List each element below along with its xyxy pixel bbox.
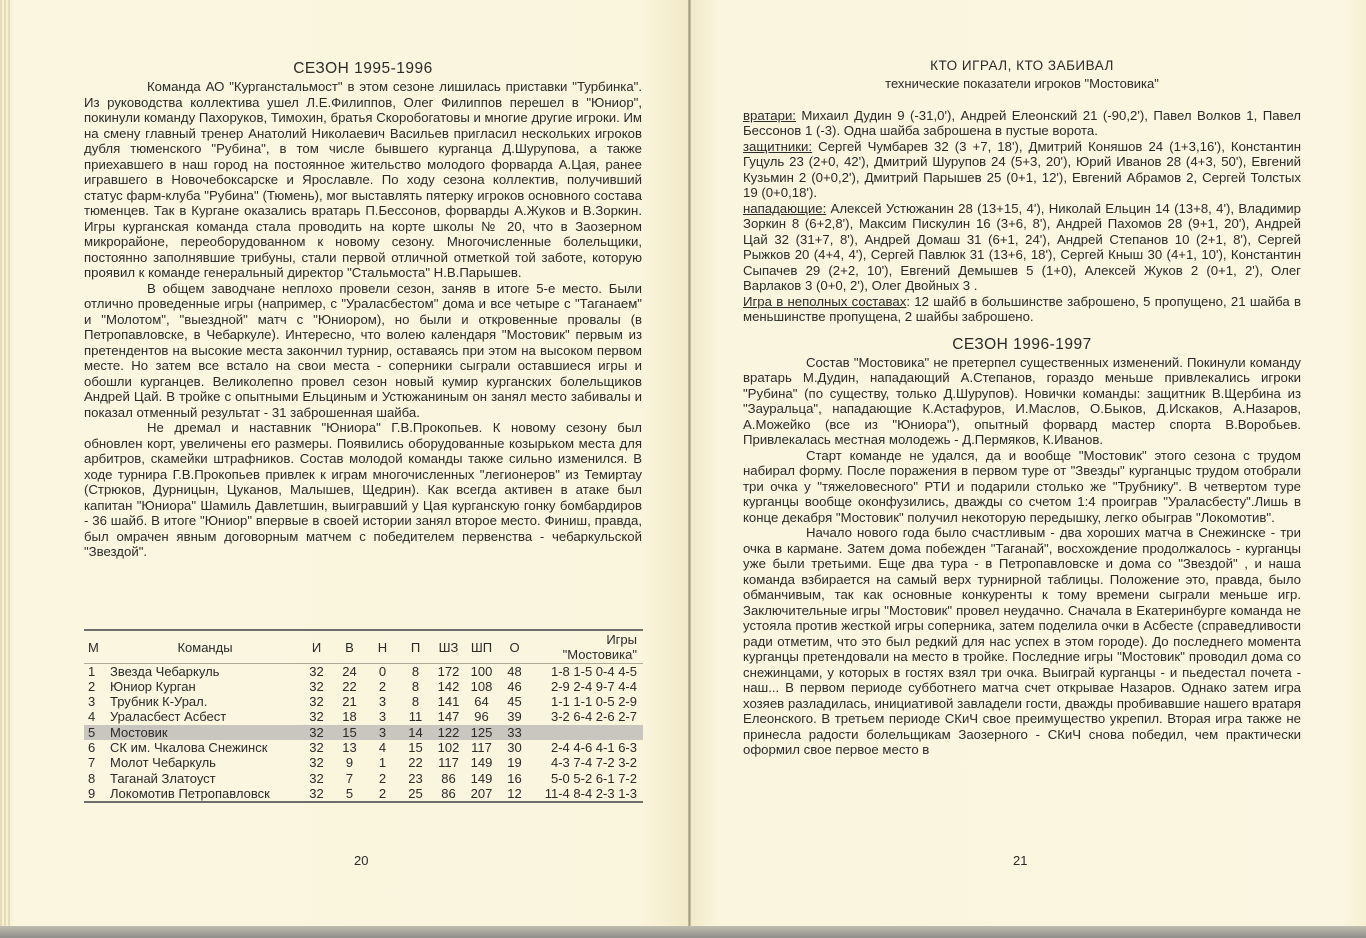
paragraph: Не дремал и наставник "Юниора" Г.В.Прокопьев. К новому сезону был обновлен корт, увеличены его размеры. Появились оборудованные козырьком места для арбитров, скамейки штрафников. Состав молодой команды также сильно изменился. В ходе турнира Г.В.Прокопьев привлек к играм многочисленных "легионеров" из Темиртау (Стрюков, Дурницын, Цуканов, Малышев, Щедрин). Как всегда активен в атаке был капитан "Юниора" Шамиль Давлетшин, выигравший у Цая курганскую гонку бомбардиров - 36 шайб. В итоге "Юниор" впервые в своей истории занял второе место. Финиш, правда, был омрачен явным договорным матчем с победителем первенства - чебаркульской "Звездой". (84, 420, 642, 559)
cell-p: 8 (411, 663, 420, 679)
cell-games: 11-4 8-4 2-3 1-3 (544, 785, 637, 801)
cell-n: 4 (378, 740, 387, 756)
cell-m: 9 (88, 785, 96, 801)
header-team: Команды (110, 630, 300, 663)
cell-i: 32 (309, 755, 324, 771)
cell-n: 3 (378, 694, 387, 710)
table-row (84, 740, 643, 755)
cell-shz: 147 (437, 709, 460, 725)
section-title-1995-1996: СЕЗОН 1995-1996 (293, 60, 433, 77)
cell-team: СК им. Чкалова Снежинск (110, 740, 268, 756)
cell-o: 39 (507, 709, 522, 725)
cell-shz: 86 (441, 785, 456, 801)
cell-v: 21 (342, 694, 357, 710)
cell-m: 4 (88, 709, 96, 725)
table-row (84, 679, 643, 694)
cell-shz: 102 (437, 740, 460, 756)
cell-games: 5-0 5-2 6-1 7-2 (551, 770, 637, 786)
cell-shp: 96 (474, 709, 489, 725)
cell-team: Юниор Курган (110, 678, 196, 694)
cell-games: 2-9 2-4 9-7 4-4 (551, 678, 637, 694)
table-row (84, 725, 643, 740)
cell-shz: 86 (441, 770, 456, 786)
cell-shz: 172 (437, 663, 460, 679)
cell-games: 1-1 1-1 0-5 2-9 (551, 694, 637, 710)
cell-p: 25 (408, 785, 423, 801)
cell-team: Локомотив Петропавловск (110, 785, 270, 801)
header-losses: П (399, 630, 432, 663)
cell-m: 8 (88, 770, 96, 786)
cell-shp: 100 (470, 663, 493, 679)
cell-team: Ураласбест Асбест (110, 709, 227, 725)
cell-team: Таганай Златоуст (110, 770, 216, 786)
cell-n: 2 (378, 785, 387, 801)
cell-games: 1-8 1-5 0-4 4-5 (551, 663, 637, 679)
cell-v: 5 (345, 785, 354, 801)
cell-n: 3 (366, 725, 399, 740)
cell-i: 32 (309, 785, 324, 801)
header-draws: Н (366, 630, 399, 663)
cell-o: 30 (507, 740, 522, 756)
stats-text: : 12 шайб в большинстве заброшено, 5 пропущено, 21 шайба в меньшинстве пропущена, 2 шайбы заброшено. (743, 293, 1301, 324)
cell-p: 8 (411, 678, 420, 694)
cell-o: 48 (507, 663, 522, 679)
stats-label: защитники: (743, 138, 813, 154)
cell-v: 24 (342, 663, 357, 679)
paragraph: Начало нового года было счастливым - два хороших матча в Снежинске - три очка в кармане. Затем дома побежден "Таганай", восхождение продолжалось - курганцы уже были третьими. Еще два тура - в Петропавловске и дома со "Звездой" , и наша команда взбирается на самый верх турнирной таблицы. Положение это, правда, было обманчивым, так как основные конкуренты к тому времени сыграли меньше игр. Заключительные игры "Мостовик" провел неудачно. Сначала в Екатеринбурге команда не устояла против жесткой игры соперника, затем поделила очки в Асбесте (справедливости ради отметим, что это был редкий для нас успех в этом городе). До последнего момента курганцы претендовали на место в тройке. Последние игры "Мостовик" проводил дома со снежинцами, у которых в гостях взял три очка. Выиграй курганцы - и пьедестал почета - наш... В первом периоде субботнего матча счет открывае Назаров. Однако затем игра хозяев разладилась, инициативой завладели гости, дважды пробивавшие нашего вратаря Елеонского. В третьем периоде СКиЧ свое преимущество укрепил. Вторая игра также не принесла радости болельщикам Заозерного - СКиЧ снова победил, чем практически оформил свое первое место в (743, 525, 1301, 757)
paragraph: Старт команде не удался, да и вообще "Мостовик" этого сезона с трудом набирал форму. После поражения в первом туре от "Звезды" курганцыс трудом отобрали три очка у "тяжеловесного" РТИ и подарили столько же "Трубнику". В четвертом туре курганцы вообще оконфузились, дважды со счетом 1:4 проиграв "Ураласбесту".Лишь в конце декабря "Мостовик" получил некоторую передышку, легко обыграв "Локомотив". (743, 447, 1301, 525)
page-number-right: 21 (1013, 853, 1028, 868)
cell-m: 6 (88, 740, 96, 756)
header-points: О (498, 630, 531, 663)
stats-forwards (743, 201, 1301, 294)
table-row (84, 709, 643, 724)
header-wins: В (333, 630, 366, 663)
cell-shp: 149 (470, 755, 493, 771)
cell-v: 9 (345, 755, 354, 771)
cell-shp: 207 (470, 785, 493, 801)
cell-team: Мостовик (110, 725, 300, 740)
cell-games (531, 725, 643, 740)
header-mostovik-games: Игры "Мостовика" (531, 630, 643, 663)
stats-text: Алексей Устюжанин 28 (13+15, 4'), Николай Ельцин 14 (13+8, 4'), Владимир Зоркин 8 (6+2,8'), Максим Пискулин 16 (3+6, 8'), Андрей Пахомов 28 (9+1, 20'), Андрей Цай 32 (31+7, 8'), Андрей Домаш 31 (6+1, 24'), Андрей Степанов 10 (2+1, 8'), Сергей Рыжков 20 (4+4, 4'), Сергей Павлюк 31 (13+6, 18'), Сергей Кныш 30 (4+1, 10'), Константин Сыпачев 29 (2+2, 10'), Евгений Демышев 5 (1+0), Алексей Жуков 2 (0+1, 2'), Олег Варлаков 3 (0+0, 2'), Олег Двойных 3 . (743, 200, 1301, 293)
cell-i: 32 (300, 725, 333, 740)
cell-team: Трубник К-Урал. (110, 694, 208, 710)
cell-o: 12 (507, 785, 522, 801)
header-place: М (84, 630, 110, 663)
standings-table (84, 629, 643, 803)
cell-n: 2 (378, 678, 387, 694)
cell-i: 32 (309, 678, 324, 694)
cell-p: 11 (408, 709, 423, 725)
cell-o: 16 (507, 770, 522, 786)
right-page (743, 57, 1301, 758)
cell-games: 3-2 6-4 2-6 2-7 (551, 709, 637, 725)
cell-team: Звезда Чебаркуль (110, 663, 220, 679)
cell-o: 19 (507, 755, 522, 771)
stats-text: Михаил Дудин 9 (-31,0'), Андрей Елеонский 21 (-90,2'), Павел Волков 1, Павел Бессонов 1 (-3). Одна шайба заброшена в пустые ворота. (743, 107, 1301, 138)
header-goals-against: ШП (465, 630, 498, 663)
stats-subtitle: технические показатели игроков "Мостовика" (885, 76, 1159, 91)
cell-p: 15 (408, 740, 423, 756)
cell-shp: 108 (470, 678, 493, 694)
page-edges (0, 0, 12, 926)
cell-n: 0 (378, 663, 387, 679)
cell-n: 1 (378, 755, 387, 771)
cell-o: 33 (498, 725, 531, 740)
stats-label: вратари: (743, 107, 796, 123)
stats-defenders (743, 139, 1301, 201)
cell-shz: 122 (432, 725, 465, 740)
page-number-left: 20 (354, 853, 369, 868)
cell-team: Молот Чебаркуль (110, 755, 216, 771)
table-row (84, 786, 643, 802)
cell-m: 2 (88, 678, 96, 694)
table-row (84, 694, 643, 709)
cell-shz: 117 (438, 755, 459, 771)
paragraph: Команда АО "Курганстальмост" в этом сезоне лишилась приставки "Турбинка". Из руководства коллектива ушел Л.Е.Филиппов, Олег Филиппов перешел в "Юниор", покинули команду Пахоруков, Тимохин, братья Скоробогатовы и многие другие игроки. Им на смену главный тренер Анатолий Николаевич Васильев пригласил нескольких игроков дубля тюменского "Рубина", в том числе бывшего курганца Д.Шурупова, а также приехавшего в наш город на постоянное жительство молодого форварда А.Цая, ранее игравшего в Новочебоксарске и Ярославле. По ходу сезона коллектив, получивший статус фарм-клуба "Рубина" (Тюмень), мог выставлять пятерку игроков основного состава тюменцев. Так в Кургане оказались вратарь П.Бессонов, форварды А.Жуков и В.Зоркин. Игры курганская команда стала проводить на корте школы № 20, что в Заозерном микрорайоне, переоборудованном к новому сезону. Многочисленные болельщики, постоянно заполнявшие трибуны, стали первой отличной отметкой той заботе, которую проявил к команде генеральный директор "Стальмоста" Н.В.Парышев. (84, 79, 642, 280)
cell-shp: 64 (474, 694, 489, 710)
stats-goalies (743, 108, 1301, 139)
stats-special-teams (743, 294, 1301, 325)
scan-bottom-edge (0, 926, 1366, 938)
cell-p: 8 (411, 694, 420, 710)
cell-games: 2-4 4-6 4-1 6-3 (551, 740, 637, 756)
player-stats (743, 108, 1301, 325)
cell-i: 32 (309, 663, 324, 679)
stats-title: КТО ИГРАЛ, КТО ЗАБИВАЛ (930, 58, 1114, 73)
stats-text: Сергей Чумбарев 32 (3 +7, 18'), Дмитрий Коняшов 24 (1+3,16'), Константин Гуцуль 23 (2+0, 42'), Дмитрий Шурупов 24 (5+3, 20'), Юрий Иванов 28 (4+3, 50'), Евгений Кузьмин 2 (0+0,2'), Дмитрий Парышев 25 (0+1, 12'), Евгений Абрамов 2, Сергей Толстых 19 (0+0,18'). (743, 138, 1301, 200)
cell-m: 1 (88, 663, 96, 679)
cell-v: 15 (333, 725, 366, 740)
cell-shz: 142 (437, 678, 460, 694)
section-title-1996-1997: СЕЗОН 1996-1997 (952, 335, 1092, 353)
table-header-row (84, 630, 643, 663)
table-row (84, 663, 643, 679)
cell-m: 5 (84, 725, 110, 740)
cell-games: 4-3 7-4 7-2 3-2 (551, 755, 637, 771)
cell-v: 22 (342, 678, 357, 694)
cell-n: 2 (378, 770, 387, 786)
cell-i: 32 (309, 740, 324, 756)
header-goals-for: ШЗ (432, 630, 465, 663)
paragraph: В общем заводчане неплохо провели сезон, заняв в итоге 5-е место. Были отлично проведенные игры (например, с "Ураласбестом" дома и все четыре с "Таганаем" и "Молотом", "выездной" матч с "Юниором), но были и откровенные провалы (в Петропавловске, в Чебаркуле). Интересно, что волею календаря "Мостовик" первым из претендентов на высокие места закончил турнир, оставаясь при этом на высоком первом месте. Но затем все встало на свои места - соперники сыграли оставшиеся игры и обошли курганцев. Великолепно провел сезон новый кумир курганских болельщиков Андрей Цай. В тройке с опытными Ельциным и Устюжаниным он занял место забивалы и показал отменный результат - 31 заброшенная шайба. (84, 280, 642, 420)
book-spine (688, 0, 691, 926)
cell-n: 3 (378, 709, 387, 725)
cell-p: 22 (408, 755, 423, 771)
stats-label: нападающие: (743, 200, 827, 216)
cell-o: 46 (507, 678, 522, 694)
table-row (84, 771, 643, 786)
cell-v: 7 (345, 770, 354, 786)
cell-v: 13 (342, 740, 357, 756)
cell-v: 18 (342, 709, 357, 725)
cell-shp: 117 (471, 740, 492, 756)
paragraph: Состав "Мостовика" не претерпел существенных изменений. Покинули команду вратарь М.Дудин, нападающий А.Степанов, гораздо меньше привлекались игроки "Рубина" (по существу, только Д.Шурупов). Новички команды: защитник В.Щербина из "Зауральца", нападающие К.Астафуров, И.Маслов, О.Быков, Д.Искаков, А.Назаров, А.Можейко (все из "Юниора"), опытный форвард мастер спорта В.Воробьев. Привлекалась местная молодежь - Д.Пермяков, К.Иванов. (743, 354, 1301, 447)
cell-i: 32 (309, 694, 324, 710)
cell-p: 23 (408, 770, 423, 786)
cell-m: 3 (88, 694, 96, 710)
cell-o: 45 (507, 694, 522, 710)
stats-label: Игра в неполных составах (743, 293, 907, 309)
cell-shz: 141 (437, 694, 460, 710)
table-row (84, 755, 643, 770)
header-games: И (300, 630, 333, 663)
cell-i: 32 (309, 709, 324, 725)
cell-i: 32 (309, 770, 324, 786)
cell-m: 7 (88, 755, 96, 771)
cell-shp: 149 (470, 770, 493, 786)
left-page (84, 60, 642, 560)
cell-p: 14 (399, 725, 432, 740)
cell-shp: 125 (465, 725, 498, 740)
